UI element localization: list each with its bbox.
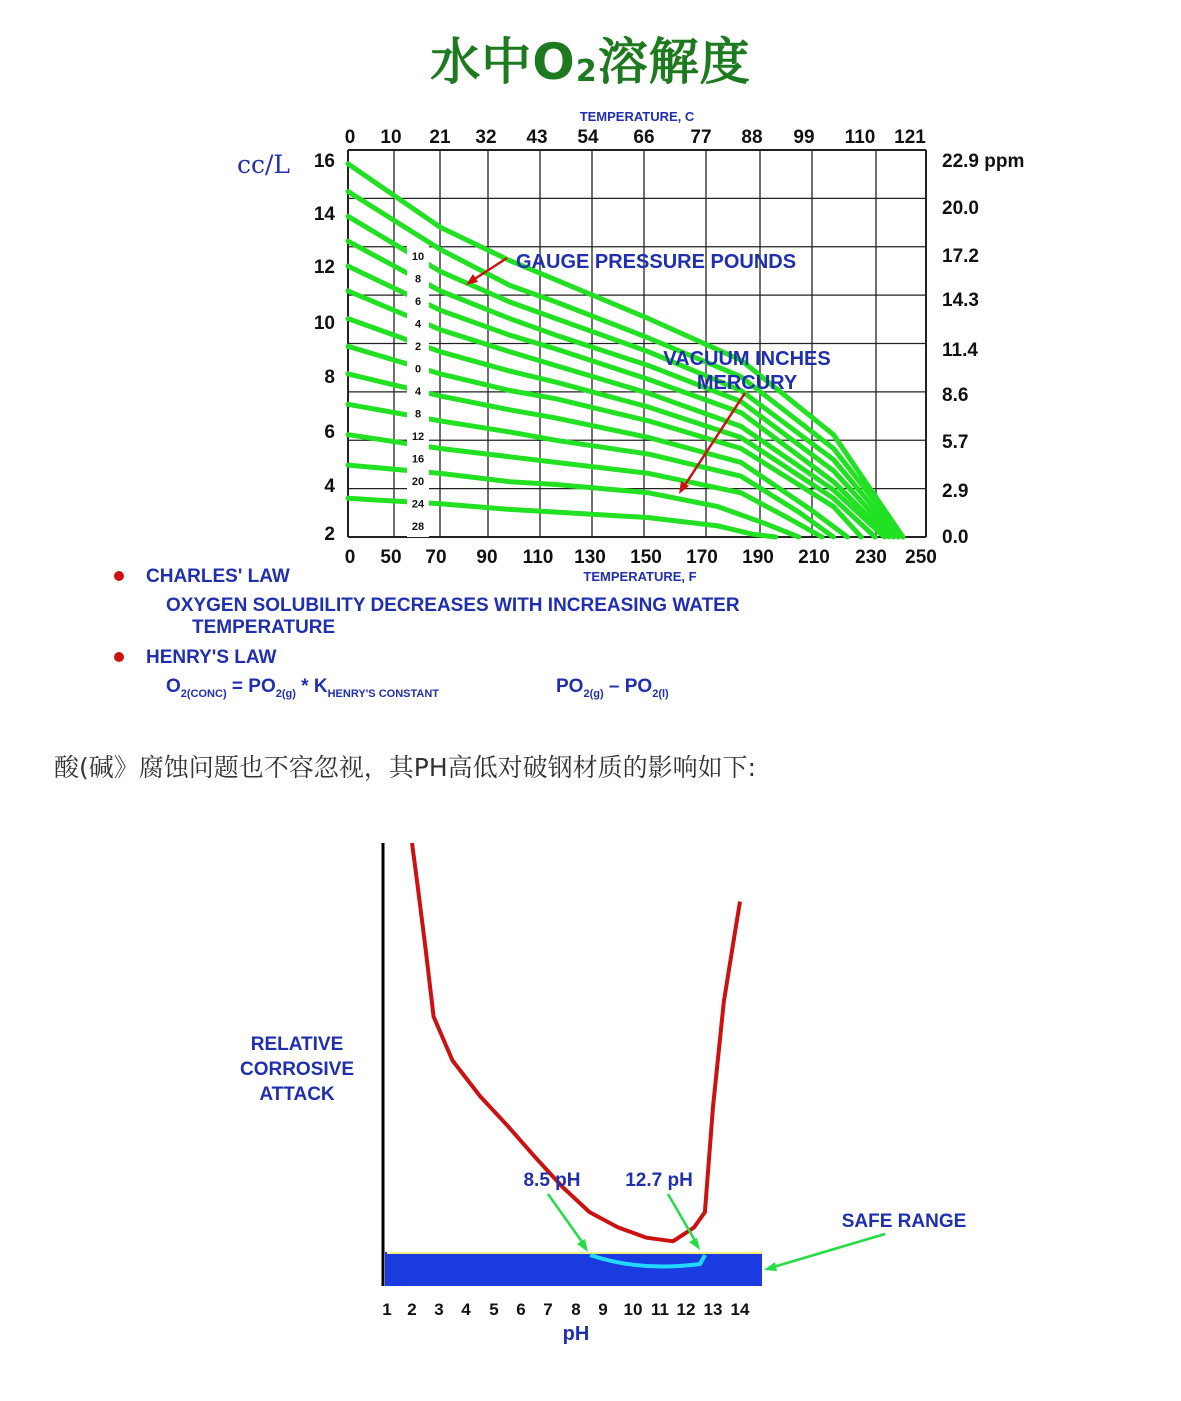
arrow-low — [548, 1194, 585, 1246]
bottom-tick-label: 70 — [425, 547, 447, 568]
top-tick-label: 21 — [429, 127, 451, 148]
pressure-label: 24 — [411, 498, 425, 511]
annotation-low: 8.5 pH — [523, 1170, 581, 1191]
safe-curve-segment — [590, 1255, 705, 1267]
arrowhead-safe — [764, 1262, 777, 1271]
top-axis-label: TEMPERATURE, C — [579, 109, 695, 124]
bullet-icon — [114, 652, 124, 662]
gauge-arrowhead — [466, 274, 478, 285]
vacuum-annotation-2: MERCURY — [696, 372, 798, 394]
bottom-tick-label: 130 — [574, 547, 606, 568]
x-tick-label: 14 — [730, 1300, 750, 1319]
left-tick-label: 4 — [324, 476, 335, 497]
bottom-tick-label: 170 — [686, 547, 718, 568]
left-tick-label: 12 — [313, 257, 335, 278]
pressure-label: 2 — [414, 341, 422, 353]
right-tick-label: 14.3 — [942, 290, 979, 311]
arrow-high — [668, 1194, 697, 1244]
top-tick-label: 43 — [526, 127, 548, 148]
x-tick-label: 2 — [407, 1300, 417, 1319]
corrosion-curve — [412, 843, 740, 1241]
x-tick-label: 1 — [382, 1300, 392, 1319]
caption-text: 酸(碱》腐蚀问题也不容忽视，其PH高低对破钢材质的影响如下: — [54, 753, 757, 782]
chart2-text — [240, 1034, 966, 1345]
top-tick-label: 0 — [344, 127, 356, 148]
right-tick-label: 20.0 — [942, 198, 979, 219]
top-tick-label: 10 — [380, 127, 402, 148]
arrowhead-high — [689, 1238, 700, 1250]
x-tick-label: 8 — [571, 1300, 581, 1319]
top-tick-label: 88 — [741, 127, 763, 148]
x-tick-label: 5 — [489, 1300, 499, 1319]
left-tick-label: 6 — [324, 422, 335, 443]
x-tick-label: 7 — [543, 1300, 553, 1319]
x-tick-label: 4 — [461, 1300, 471, 1319]
arrowhead-low — [577, 1239, 588, 1252]
pressure-label: 8 — [414, 273, 422, 286]
annotation-high: 12.7 pH — [625, 1170, 693, 1191]
top-tick-label: 66 — [633, 127, 655, 148]
pressure-label: 10 — [411, 251, 425, 263]
chart2-base — [383, 843, 762, 1286]
bottom-tick-label: 250 — [905, 547, 937, 568]
y-label-1: RELATIVE — [250, 1034, 344, 1055]
bottom-tick-label: 110 — [522, 547, 554, 568]
top-tick-label: 121 — [894, 127, 926, 148]
top-tick-label: 110 — [844, 127, 876, 148]
y-label-3: ATTACK — [259, 1084, 335, 1105]
pressure-label: 0 — [414, 363, 422, 376]
right-tick-label: 0.0 — [942, 527, 969, 548]
pressure-label: 6 — [414, 296, 422, 308]
x-tick-label: 10 — [623, 1300, 643, 1319]
pressure-label: 16 — [411, 453, 425, 466]
bottom-tick-label: 210 — [798, 547, 830, 568]
left-tick-label: 14 — [313, 204, 335, 225]
henry-law-title: HENRY'S LAW — [146, 647, 277, 668]
left-unit-label: cc/L — [237, 150, 291, 179]
henry-formula: $O_{2(CONC)} = PO_{2(g)} * K_{HENRY'S CONSTANT}$ — [166, 676, 439, 700]
charles-law-text-1: OXYGEN SOLUBILITY DECREASES WITH INCREASING WATER — [166, 595, 740, 616]
annotation-safe: SAFE RANGE — [841, 1211, 967, 1232]
right-tick-label: 8.6 — [942, 385, 969, 406]
henry-formula-2: $PO_{2(g)} - PO_{2(l)}$ — [556, 676, 669, 700]
bullet-icon — [114, 571, 124, 581]
pressure-label: 12 — [411, 431, 425, 443]
right-tick-label: 22.9 ppm — [942, 151, 1025, 172]
chart1-text — [114, 109, 1024, 700]
gauge-annotation: GAUGE PRESSURE POUNDS — [516, 251, 797, 273]
right-tick-label: 11.4 — [942, 340, 978, 361]
left-tick-label: 8 — [324, 367, 335, 388]
x-tick-label: 11 — [651, 1300, 669, 1319]
vacuum-annotation-1: VACUUM INCHES — [663, 348, 831, 370]
right-tick-label: 2.9 — [942, 481, 969, 502]
charles-law-text-2: TEMPERATURE — [192, 617, 336, 638]
right-tick-label: 17.2 — [942, 246, 979, 267]
page-title: 水中$O_2$溶解度 — [430, 33, 751, 91]
bottom-tick-label: 50 — [380, 547, 402, 568]
arrow-safe — [770, 1234, 885, 1268]
pressure-label: 8 — [414, 408, 422, 421]
bottom-axis-label: TEMPERATURE, F — [583, 569, 697, 584]
top-tick-label: 32 — [475, 127, 497, 148]
x-axis-label: pH — [562, 1323, 590, 1345]
top-tick-label: 77 — [690, 127, 712, 148]
top-tick-label: 54 — [577, 127, 599, 148]
left-tick-label: 10 — [313, 313, 335, 334]
left-tick-label: 2 — [324, 524, 335, 545]
bottom-tick-label: 90 — [476, 547, 498, 568]
pressure-label: 4 — [414, 318, 422, 331]
x-tick-label: 3 — [434, 1300, 444, 1319]
right-tick-label: 5.7 — [942, 432, 969, 453]
x-tick-label: 13 — [703, 1300, 723, 1319]
bottom-tick-label: 230 — [855, 547, 887, 568]
safe-range-band — [385, 1252, 762, 1286]
top-tick-label: 99 — [793, 127, 815, 148]
bottom-tick-label: 150 — [630, 547, 662, 568]
charles-law-title: CHARLES' LAW — [146, 566, 290, 587]
x-tick-label: 9 — [598, 1300, 608, 1319]
y-label-2: CORROSIVE — [239, 1059, 355, 1080]
left-tick-label: 16 — [313, 151, 335, 172]
x-tick-label: 6 — [516, 1300, 526, 1319]
pressure-label: 4 — [414, 386, 422, 398]
pressure-label: 28 — [411, 521, 425, 533]
bottom-tick-label: 0 — [344, 547, 356, 568]
bottom-tick-label: 190 — [742, 547, 774, 568]
x-tick-label: 12 — [676, 1300, 696, 1319]
pressure-label: 20 — [411, 476, 425, 488]
